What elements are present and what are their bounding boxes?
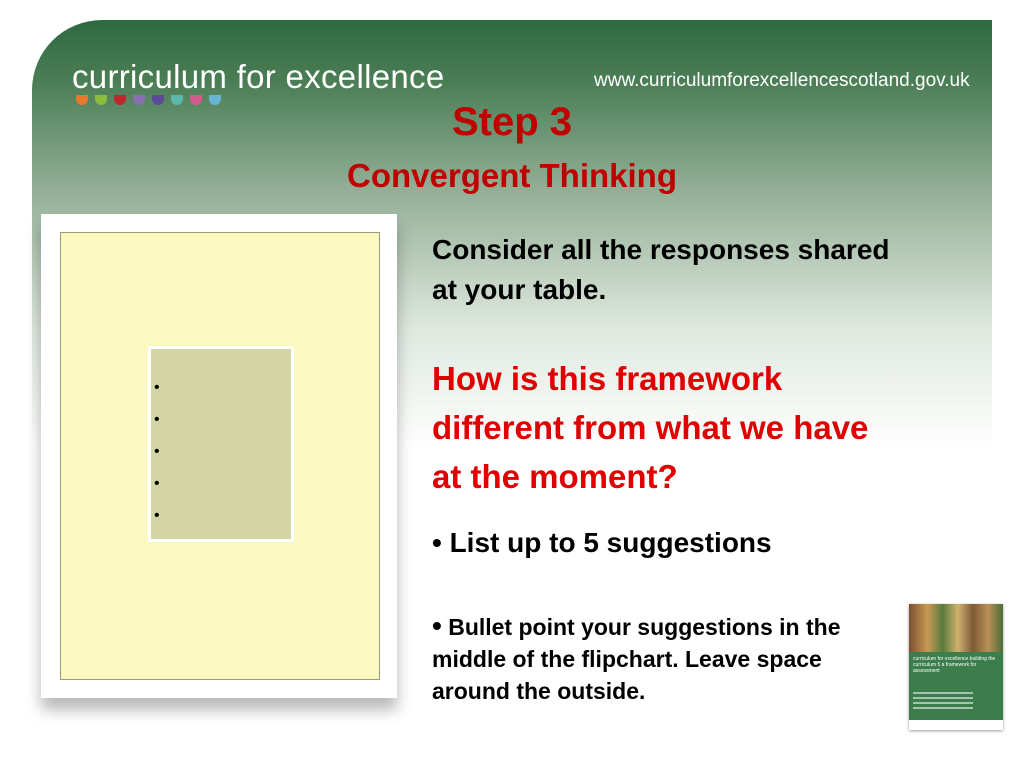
booklet-footer-logos [909, 720, 1003, 730]
question-text: How is this framework different from what we have at the moment? [432, 360, 869, 495]
bullet-instructions-text: Bullet point your suggestions in the middle of the flipchart. Leave space around the outside. [432, 614, 841, 704]
booklet-line [913, 707, 973, 709]
flipchart-centre-box [148, 346, 294, 542]
flipchart-bullet: • [154, 443, 160, 460]
flipchart-bullet: • [154, 379, 160, 396]
bullet-instructions [432, 610, 894, 707]
logo-text: curriculum for excellence [72, 58, 445, 95]
intro-text: Consider all the responses shared at your table. [432, 234, 890, 305]
booklet-line [913, 692, 973, 694]
flipchart-bullet: • [154, 475, 160, 492]
slide-subtitle: Convergent Thinking [347, 157, 677, 194]
booklet-photo-strip [909, 604, 1003, 652]
slide-title: Step 3 [451, 100, 573, 144]
booklet-title: curriculum for excellence building the curriculum 5 a framework for assessment [913, 656, 996, 674]
booklet-line [913, 697, 973, 699]
booklet-contents-lines [913, 692, 973, 712]
site-url: www.curriculumforexcellencescotland.gov.uk [594, 70, 970, 91]
flipchart-bullet: • [154, 411, 160, 428]
flipchart-bullet-list [154, 372, 160, 532]
flipchart-bullet: • [154, 507, 160, 524]
bullet-list-suggestions: • List up to 5 suggestions [432, 527, 772, 558]
booklet-line [913, 702, 973, 704]
booklet-cover-image [909, 604, 1003, 730]
bullet-marker: • [432, 610, 442, 641]
